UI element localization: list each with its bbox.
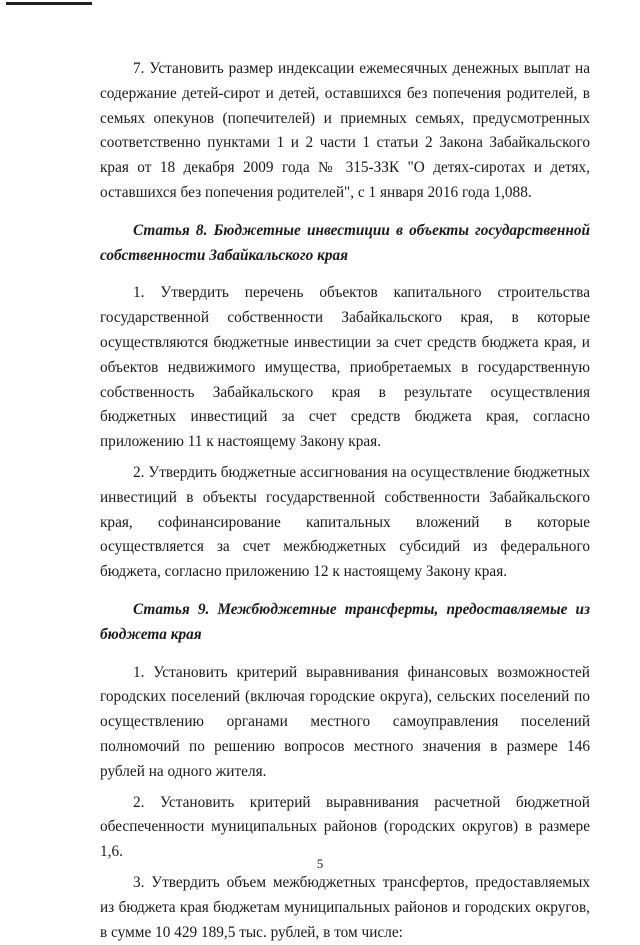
article-9-heading: Статья 9. Межбюджетные трансферты, предоставляемые из бюджета края [100, 600, 590, 643]
article-9-item-1: 1. Установить критерий выравнивания финансовых возможностей городских поселений (включая городские округа), сельских поселений по осуществлению органами местного самоуправления поселений полномочий по решению вопросов местного значения в размере 146 рублей на одного жителя. [100, 663, 590, 780]
article-8-heading: Статья 8. Бюджетные инвестиции в объекты государственной собственности Забайкальского края [100, 221, 590, 264]
article-9-item-3: 3. Утвердить объем межбюджетных трансфертов, предоставляемых из бюджета края бюджетам муниципальных районов и городских округов, в сумме 10 429 189,5 тыс. рублей, в том числе: [100, 873, 590, 941]
page-number: 5 [316, 856, 324, 871]
article-8-item-1: 1. Утвердить перечень объектов капитального строительства государственной собственности Забайкальского края, в которые осуществляются бюджетные инвестиции за счет средств бюджета края, и объектов недвижимого имущества, приобретаемых в государственную собственность Забайкальского края в результате осуществления бюджетных инвестиций за счет средств бюджета края, согласно приложению 11 к настоящему Закону края. [100, 284, 590, 451]
article-8-item-2: 2. Утвердить бюджетные ассигнования на осуществление бюджетных инвестиций в объекты государственной собственности Забайкальского края, софинансирование капитальных вложений в которые осуществляется за счет межбюджетных субсидий из федерального бюджета, согласно приложению 12 к настоящему Закону края. [100, 463, 590, 581]
paragraph-7-indexation: 7. Установить размер индексации ежемесячных денежных выплат на содержание детей-сирот и детей, оставшихся без попечения родителей, в семьях опекунов (попечителей) и приемных семьях, предусмотренных соответственно пунктами 1 и 2 части 1 статьи 2 Закона Забайкальского края от 18 декабря 2009 года № 315-ЗЗК "О детях-сиротах и детях, оставшихся без попечения родителей", с 1 января 2016 года 1,088. [100, 60, 590, 201]
document-body [100, 57, 590, 945]
header-rule [6, 2, 92, 5]
article-9-item-2: 2. Установить критерий выравнивания расчетной бюджетной обеспеченности муниципальных районов (городских округов) в размере 1,6. [100, 793, 590, 861]
